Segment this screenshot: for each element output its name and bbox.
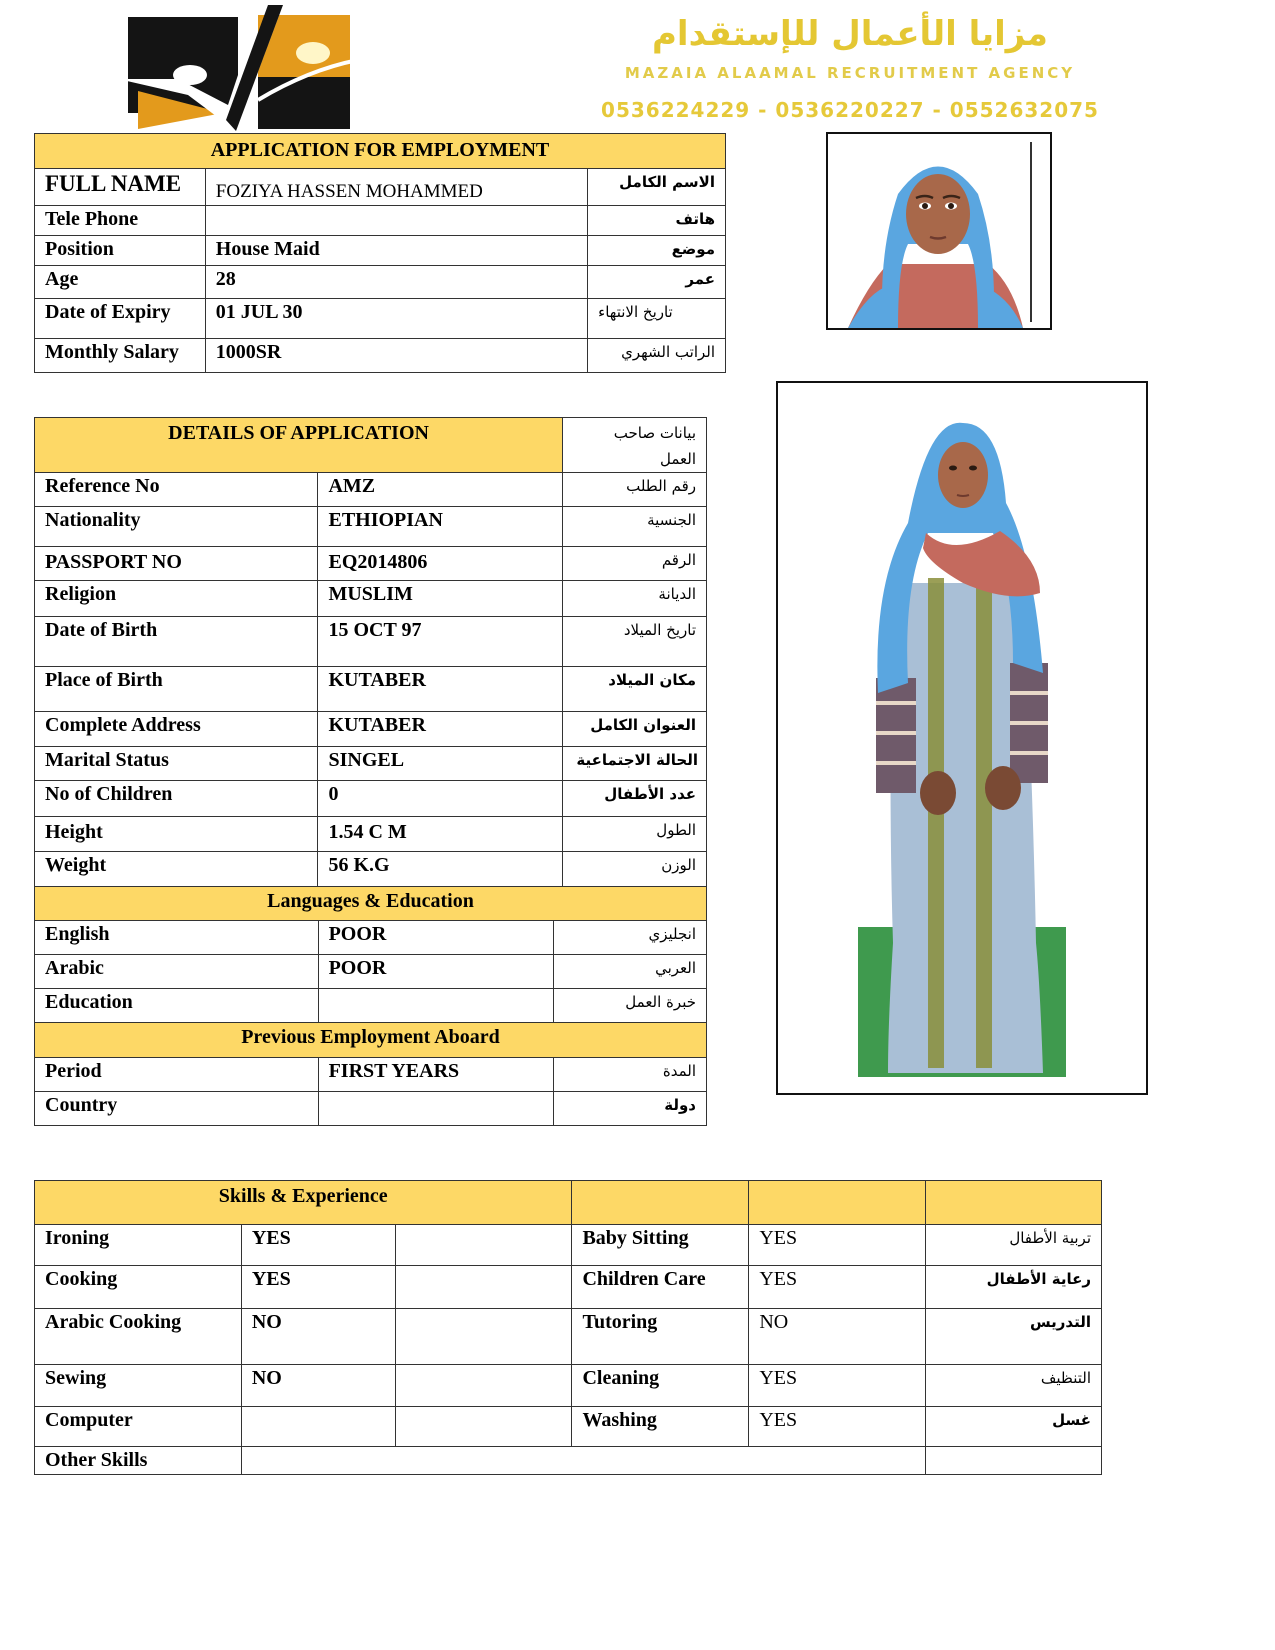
- telephone-label: Tele Phone: [35, 206, 206, 236]
- nationality-value: ETHIOPIAN: [318, 507, 563, 547]
- skill-washing-label-ar: غسل: [926, 1407, 1102, 1447]
- religion-label-ar: الديانة: [563, 581, 707, 617]
- children-value: 0: [318, 781, 563, 817]
- skill-washing-value: YES: [749, 1407, 926, 1447]
- table-row: [35, 206, 726, 236]
- arabic-label-ar: العربي: [554, 955, 707, 989]
- logo-head-left: [173, 65, 207, 85]
- table-row: [35, 852, 707, 887]
- table-row: [35, 169, 726, 206]
- table-row: [35, 1365, 1102, 1407]
- agency-logo: [118, 5, 358, 133]
- religion-value: MUSLIM: [318, 581, 563, 617]
- position-label: Position: [35, 236, 206, 266]
- weight-label: Weight: [35, 852, 318, 887]
- languages-table: [34, 886, 707, 1126]
- skill-cooking-value: YES: [241, 1266, 395, 1309]
- table-row: [35, 339, 726, 373]
- skill-cleaning-value: YES: [749, 1365, 926, 1407]
- country-label-ar: دولة: [554, 1092, 707, 1126]
- period-value: FIRST YEARS: [318, 1058, 554, 1092]
- agency-name-arabic: مزايا الأعمال للإستقدام: [652, 14, 1048, 54]
- full-body-photo-icon: [778, 383, 1146, 1093]
- table-row: [35, 236, 726, 266]
- skill-ironing-value: YES: [241, 1225, 395, 1266]
- skill-childrencare-label: Children Care: [572, 1266, 749, 1309]
- skills-title: Skills & Experience: [35, 1181, 572, 1225]
- skill-cooking-label: Cooking: [35, 1266, 242, 1309]
- skill-washing-label: Washing: [572, 1407, 749, 1447]
- details-title-ar: بيانات صاحب العمل: [563, 418, 707, 473]
- pob-value: KUTABER: [318, 667, 563, 712]
- period-label-ar: المدة: [554, 1058, 707, 1092]
- children-label-ar: عدد الأطفال: [563, 781, 707, 817]
- table-row: [35, 989, 707, 1023]
- arabic-label: Arabic: [35, 955, 319, 989]
- application-title: APPLICATION FOR EMPLOYMENT: [35, 134, 726, 169]
- reference-label: Reference No: [35, 473, 318, 507]
- skill-tutoring-label: Tutoring: [572, 1309, 749, 1365]
- position-value: House Maid: [205, 236, 587, 266]
- height-value: 1.54 C M: [318, 817, 563, 852]
- dob-value: 15 OCT 97: [318, 617, 563, 667]
- skills-empty-cell: [926, 1447, 1102, 1475]
- address-label: Complete Address: [35, 712, 318, 747]
- skills-empty-cell: [395, 1365, 572, 1407]
- table-row: [35, 817, 707, 852]
- skill-cleaning-label-ar: التنظيف: [926, 1365, 1102, 1407]
- table-row: [35, 1058, 707, 1092]
- salary-value: 1000SR: [205, 339, 587, 373]
- address-label-ar: العنوان الكامل: [563, 712, 707, 747]
- skill-babysitting-value: YES: [749, 1225, 926, 1266]
- skill-tutoring-value: NO: [749, 1309, 926, 1365]
- expiry-label: Date of Expiry: [35, 299, 206, 339]
- salary-label: Monthly Salary: [35, 339, 206, 373]
- table-row: [35, 1225, 1102, 1266]
- education-label-ar: خبرة العمل: [554, 989, 707, 1023]
- skills-table: [34, 1180, 1102, 1475]
- table-row: [35, 266, 726, 299]
- education-label: Education: [35, 989, 319, 1023]
- skill-tutoring-label-ar: التدريس: [926, 1309, 1102, 1365]
- skills-empty-cell: [395, 1309, 572, 1365]
- skill-ironing-label: Ironing: [35, 1225, 242, 1266]
- skill-sewing-value: NO: [241, 1365, 395, 1407]
- skills-empty-cell: [395, 1266, 572, 1309]
- arabic-value: POOR: [318, 955, 554, 989]
- logo-head-right: [296, 42, 330, 64]
- reference-label-ar: رقم الطلب: [563, 473, 707, 507]
- details-table: [34, 417, 707, 887]
- table-row: [35, 1092, 707, 1126]
- languages-title: Languages & Education: [35, 887, 707, 921]
- table-row: [35, 299, 726, 339]
- application-table: [34, 133, 726, 373]
- pob-label: Place of Birth: [35, 667, 318, 712]
- table-row: [35, 747, 707, 781]
- dob-label: Date of Birth: [35, 617, 318, 667]
- table-row: [35, 667, 707, 712]
- position-label-ar: موضع: [588, 236, 726, 266]
- age-label: Age: [35, 266, 206, 299]
- other-skills-label: Other Skills: [35, 1447, 242, 1475]
- agency-name-english: MAZAIA ALAAMAL RECRUITMENT AGENCY: [624, 64, 1076, 82]
- table-row: [35, 507, 707, 547]
- passport-label-ar: الرقم: [563, 547, 707, 581]
- nationality-label: Nationality: [35, 507, 318, 547]
- table-row: [35, 1407, 1102, 1447]
- portrait-photo: [826, 132, 1052, 330]
- religion-label: Religion: [35, 581, 318, 617]
- previous-title: Previous Employment Aboard: [35, 1023, 707, 1058]
- salary-label-ar: الراتب الشهري: [588, 339, 726, 373]
- full-name-value: FOZIYA HASSEN MOHAMMED: [205, 169, 587, 206]
- table-row: [35, 547, 707, 581]
- marital-label: Marital Status: [35, 747, 318, 781]
- nationality-label-ar: الجنسية: [563, 507, 707, 547]
- expiry-label-ar: تاريخ الانتهاء: [588, 299, 726, 339]
- country-value: [318, 1092, 554, 1126]
- full-name-label: FULL NAME: [35, 169, 206, 206]
- height-label: Height: [35, 817, 318, 852]
- passport-value: EQ2014806: [318, 547, 563, 581]
- pob-label-ar: مكان الميلاد: [563, 667, 707, 712]
- table-row: [35, 581, 707, 617]
- table-row: [35, 1266, 1102, 1309]
- address-value: KUTABER: [318, 712, 563, 747]
- height-label-ar: الطول: [563, 817, 707, 852]
- dob-label-ar: تاريخ الميلاد: [563, 617, 707, 667]
- english-value: POOR: [318, 921, 554, 955]
- table-row: [35, 955, 707, 989]
- table-row: [35, 1447, 1102, 1475]
- table-row: [35, 473, 707, 507]
- telephone-value: [205, 206, 587, 236]
- english-label: English: [35, 921, 319, 955]
- country-label: Country: [35, 1092, 319, 1126]
- table-row: [35, 617, 707, 667]
- weight-value: 56 K.G: [318, 852, 563, 887]
- other-skills-value: [241, 1447, 925, 1475]
- skills-header-cell: [749, 1181, 926, 1225]
- portrait-photo-icon: [828, 134, 1050, 328]
- skill-sewing-label: Sewing: [35, 1365, 242, 1407]
- period-label: Period: [35, 1058, 319, 1092]
- skills-header-cell: [572, 1181, 749, 1225]
- table-row: [35, 1309, 1102, 1365]
- skill-cleaning-label: Cleaning: [572, 1365, 749, 1407]
- full-name-label-ar: الاسم الكامل: [588, 169, 726, 206]
- reference-value: AMZ: [318, 473, 563, 507]
- skills-empty-cell: [395, 1225, 572, 1266]
- passport-label: PASSPORT NO: [35, 547, 318, 581]
- table-row: [35, 921, 707, 955]
- agency-phones: 0536224229 - 0536220227 - 0552632075: [601, 98, 1099, 122]
- skill-arabiccooking-label: Arabic Cooking: [35, 1309, 242, 1365]
- expiry-value: 01 JUL 30: [205, 299, 587, 339]
- weight-label-ar: الوزن: [563, 852, 707, 887]
- skills-empty-cell: [395, 1407, 572, 1447]
- details-title: DETAILS OF APPLICATION: [35, 418, 563, 473]
- children-label: No of Children: [35, 781, 318, 817]
- skills-header-cell: [926, 1181, 1102, 1225]
- table-row: [35, 781, 707, 817]
- skill-computer-label: Computer: [35, 1407, 242, 1447]
- logo-black-block-right: [258, 77, 350, 129]
- marital-value: SINGEL: [318, 747, 563, 781]
- skill-babysitting-label: Baby Sitting: [572, 1225, 749, 1266]
- age-value: 28: [205, 266, 587, 299]
- telephone-label-ar: هاتف: [588, 206, 726, 236]
- education-value: [318, 989, 554, 1023]
- skill-arabiccooking-value: NO: [241, 1309, 395, 1365]
- english-label-ar: انجليزي: [554, 921, 707, 955]
- full-body-photo: [776, 381, 1148, 1095]
- age-label-ar: عمر: [588, 266, 726, 299]
- skill-babysitting-label-ar: تربية الأطفال: [926, 1225, 1102, 1266]
- marital-label-ar: الحالة الاجتماعية: [563, 747, 707, 781]
- skill-childrencare-label-ar: رعاية الأطفال: [926, 1266, 1102, 1309]
- table-row: [35, 712, 707, 747]
- skill-childrencare-value: YES: [749, 1266, 926, 1309]
- skill-computer-value: [241, 1407, 395, 1447]
